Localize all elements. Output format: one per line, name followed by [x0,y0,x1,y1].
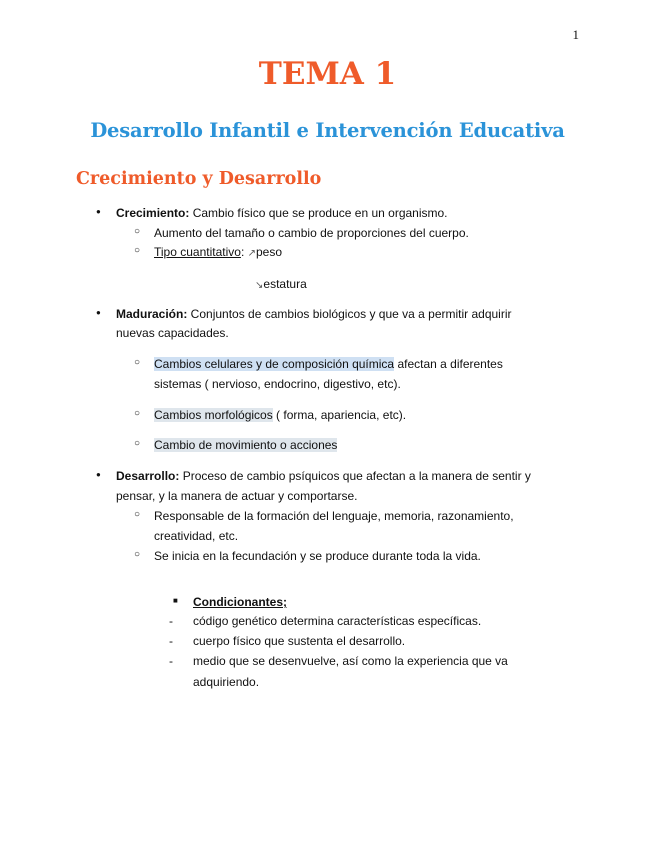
maduracion-label: Maduración: [116,307,188,321]
estatura-line [255,277,307,291]
condicionante-item-3-line2: adquiriendo. [193,675,260,689]
highlight-cambios-celulares: Cambios celulares y de composición química [154,357,395,371]
crecimiento-sub-2 [154,245,282,259]
condicionante-item-1: - código genético determina características específicas. [193,614,481,628]
desarrollo-sub-2: ○ Se inicia en la fecundación y se produce durante toda la vida. [154,549,481,563]
page-subtitle: Desarrollo Infantil e Intervención Educativa [90,119,565,142]
desarrollo-sub-1: ○ Responsable de la formación del lenguaje, memoria, razonamiento, [154,509,514,523]
separator: : [240,245,248,259]
maduracion-sub-3 [154,438,337,452]
desarrollo-text-line1: Proceso de cambio psíquicos que afectan a la manera de sentir y [179,469,531,483]
crecimiento-text: Cambio físico que se produce en un organismo. [189,206,448,220]
condicionante-item-2: - cuerpo físico que sustenta el desarrollo. [193,634,405,648]
maduracion-text-line1: Conjuntos de cambios biológicos y que va a permitir adquirir [187,307,512,321]
maduracion-sub-1-rest: afectan a diferentes [394,357,503,371]
condicionantes-heading [193,595,287,609]
highlight-cambio-movimiento: Cambio de movimiento o acciones [154,438,338,452]
highlight-cambios-morfologicos: Cambios morfológicos [154,408,273,422]
section-heading: Crecimiento y Desarrollo [76,169,322,189]
tipo-cuantitativo-label: Tipo cuantitativo [154,245,241,259]
desarrollo-text-line2: pensar, y la manera de actuar y comportarse. [116,489,358,503]
page-title: TEMA 1 [258,56,397,92]
maduracion-sub-2-rest: ( forma, apariencia, etc). [272,408,407,422]
maduracion-sub-1 [154,357,503,371]
desarrollo-sub-1-line2: creatividad, etc. [154,529,239,543]
page-number: 1 [572,27,579,42]
crecimiento-label: Crecimiento: [116,206,190,220]
maduracion-sub-2 [154,408,406,422]
peso-text: peso [256,245,283,259]
bullet-desarrollo [116,469,531,483]
condicionante-item-3: - medio que se desenvuelve, así como la experiencia que va [193,654,508,668]
bullet-maduracion [116,307,512,321]
desarrollo-label: Desarrollo: [116,469,180,483]
estatura-text: estatura [263,277,307,291]
maduracion-text-line2: nuevas capacidades. [116,326,229,340]
bullet-crecimiento [116,206,448,220]
arrow-down-icon: ↘ [255,280,264,291]
maduracion-sub-1-line2: sistemas ( nervioso, endocrino, digestivo, etc). [154,377,401,391]
crecimiento-sub-1: ○ Aumento del tamaño o cambio de proporciones del cuerpo. [154,226,469,240]
arrow-up-icon: ↗ [247,248,256,259]
condicionantes-heading-text: Condicionantes; [193,595,288,609]
